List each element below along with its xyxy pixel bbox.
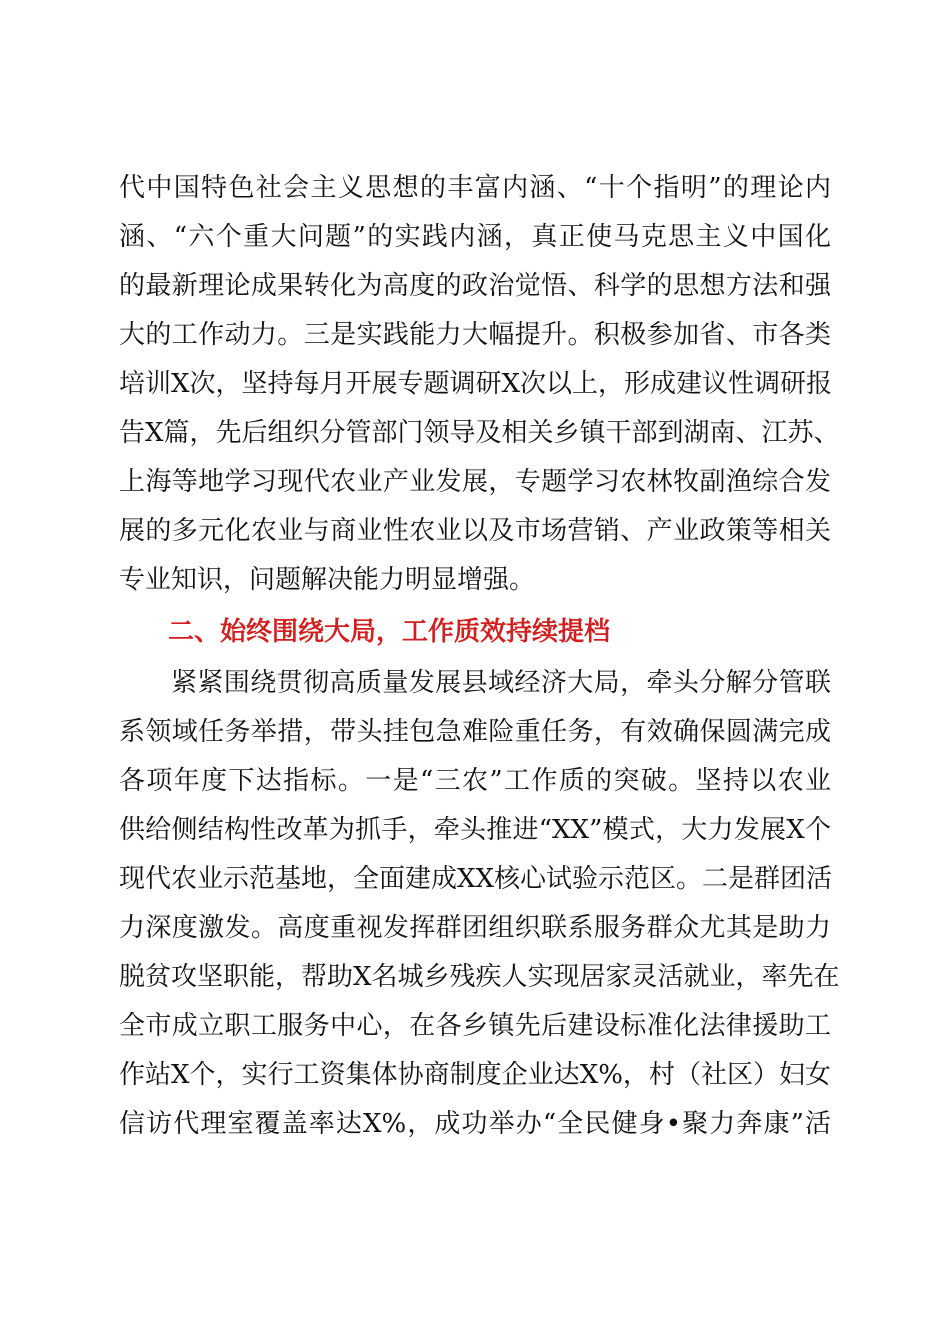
body-text-line: 信访代理室覆盖率达X%，成功举办“全民健身•聚力奔康”活 [119, 1109, 831, 1139]
body-text-line: 上海等地学习现代农业产业发展，专题学习农林牧副渔综合发 [119, 467, 831, 497]
body-text-line: 告X篇，先后组织分管部门领导及相关乡镇干部到湖南、江苏、 [119, 418, 840, 448]
body-text-line: 现代农业示范基地，全面建成XX核心试验示范区。二是群团活 [119, 864, 833, 894]
body-text-line: 专业知识，问题解决能力明显增强。 [119, 565, 536, 595]
body-text-line: 供给侧结构性改革为抓手，牵头推进“XX”模式，大力发展X个 [119, 815, 831, 845]
body-text-line: 大的工作动力。三是实践能力大幅提升。积极参加省、市各类 [119, 320, 831, 350]
body-text-line: 系领域任务举措，带头挂包急难险重任务，有效确保圆满完成 [119, 717, 831, 747]
body-text-line: 全市成立职工服务中心，在各乡镇先后建设标准化法律援助工 [119, 1011, 831, 1041]
section-heading: 二、始终围绕大局，工作质效持续提档 [168, 617, 611, 647]
body-text-line: 作站X个，实行工资集体协商制度企业达X%，村（社区）妇女 [119, 1060, 831, 1090]
body-text-line: 培训X次，坚持每月开展专题调研X次以上，形成建议性调研报 [119, 369, 833, 399]
body-text-line: 的最新理论成果转化为高度的政治觉悟、科学的思想方法和强 [119, 271, 831, 301]
body-text-line: 涵、“六个重大问题”的实践内涵，真正使马克思主义中国化 [119, 222, 831, 252]
body-text-line: 代中国特色社会主义思想的丰富内涵、“十个指明”的理论内 [119, 173, 831, 203]
body-text-line: 各项年度下达指标。一是“三农”工作质的突破。坚持以农业 [119, 766, 831, 796]
body-text-line: 力深度激发。高度重视发挥群团组织联系服务群众尤其是助力 [119, 913, 831, 943]
body-text-line: 紧紧围绕贯彻高质量发展县域经济大局，牵头分解分管联 [171, 668, 831, 698]
body-text-line: 展的多元化农业与商业性农业以及市场营销、产业政策等相关 [119, 516, 831, 546]
body-text-line: 脱贫攻坚职能，帮助X名城乡残疾人实现居家灵活就业，率先在 [119, 962, 840, 992]
